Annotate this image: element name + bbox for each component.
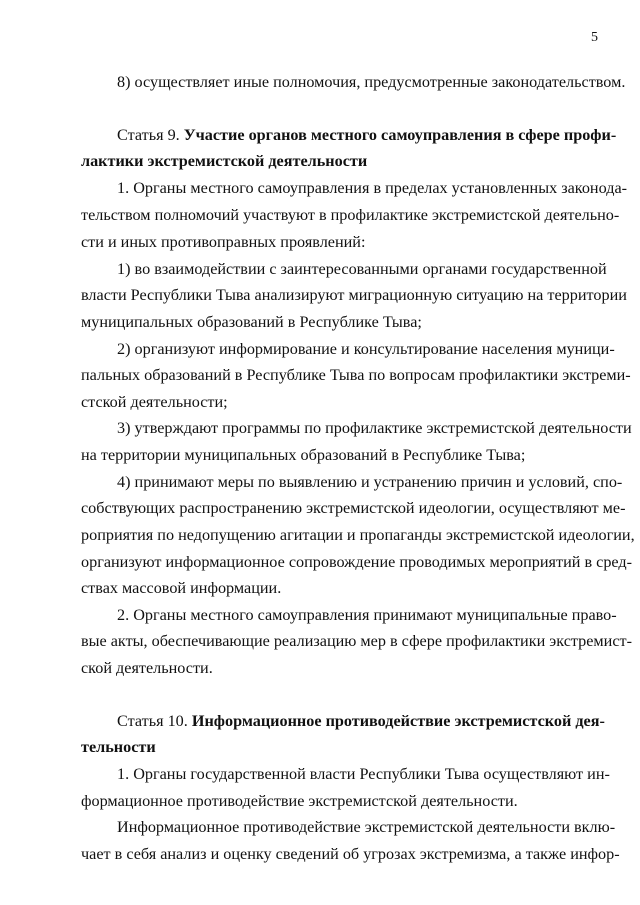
article10-p1-line: формационное противодействие экстремистской деятельности.	[81, 792, 518, 810]
article9-item3-line: 3) утверждают программы по профилактике экстремистской деятельности	[117, 419, 632, 437]
article9-item4-line: 4) принимают меры по выявлению и устранению причин и условий, спо-	[117, 473, 623, 491]
article9-p2-line: вые акты, обеспечивающие реализацию мер в сфере профилактики экстремист-	[81, 632, 632, 650]
article10-p1-line: 1. Органы государственной власти Республики Тыва осуществляют ин-	[117, 765, 610, 783]
article10-title-line2: тельности	[81, 738, 156, 756]
page-number: 5	[591, 30, 598, 45]
article9-p1-line: тельством полномочий участвуют в профилактике экстремистской деятельно-	[81, 206, 620, 224]
article9-item1-line: власти Республики Тыва анализируют миграционную ситуацию на территории	[81, 286, 627, 304]
article9-p2-line: ской деятельности.	[81, 659, 213, 677]
article9-title-line1: Участие органов местного самоуправления в сфере профи-	[183, 126, 617, 144]
article9-p2-line: 2. Органы местного самоуправления принимают муниципальные право-	[117, 606, 617, 624]
article9-item2-line: стской деятельности;	[81, 393, 228, 411]
article9-p1-line: 1. Органы местного самоуправления в пределах установленных законода-	[117, 179, 628, 197]
article9-heading-line1	[117, 125, 617, 145]
article9-item4-line: роприятия по недопущению агитации и пропаганды экстремистской идеологии,	[81, 526, 635, 544]
article10-label: Статья 10.	[117, 712, 188, 730]
article9-item1-line: 1) во взаимодействии с заинтересованными органами государственной	[117, 260, 607, 278]
intro-item: 8) осуществляет иные полномочия, предусмотренные законодательством.	[117, 73, 626, 91]
article9-item3-line: на территории муниципальных образований в Республике Тыва;	[81, 446, 526, 464]
article9-item4-line: ствах массовой информации.	[81, 579, 282, 597]
article9-item2-line: 2) организуют информирование и консультирование населения муници-	[117, 340, 615, 358]
article9-item1-line: муниципальных образований в Республике Тыва;	[81, 313, 422, 331]
article10-heading-line1	[117, 711, 605, 731]
article9-label: Статья 9.	[117, 126, 180, 144]
article9-item2-line: пальных образований в Республике Тыва по вопросам профилактики экстреми-	[81, 366, 631, 384]
article9-title-line2: лактики экстремистской деятельности	[81, 152, 368, 170]
article10-title-line1: Информационное противодействие экстремистской дея-	[191, 712, 605, 730]
article9-item4-line: организуют информационное сопровождение проводимых мероприятий в сред-	[81, 553, 633, 571]
article9-item4-line: собствующих распространению экстремистской идеологии, осуществляют ме-	[81, 499, 626, 517]
article10-p2-line: чает в себя анализ и оценку сведений об угрозах экстремизма, а также инфор-	[81, 845, 620, 863]
article10-p2-line: Информационное противодействие экстремистской деятельности вклю-	[117, 818, 616, 836]
article9-p1-line: сти и иных противоправных проявлений:	[81, 233, 366, 251]
